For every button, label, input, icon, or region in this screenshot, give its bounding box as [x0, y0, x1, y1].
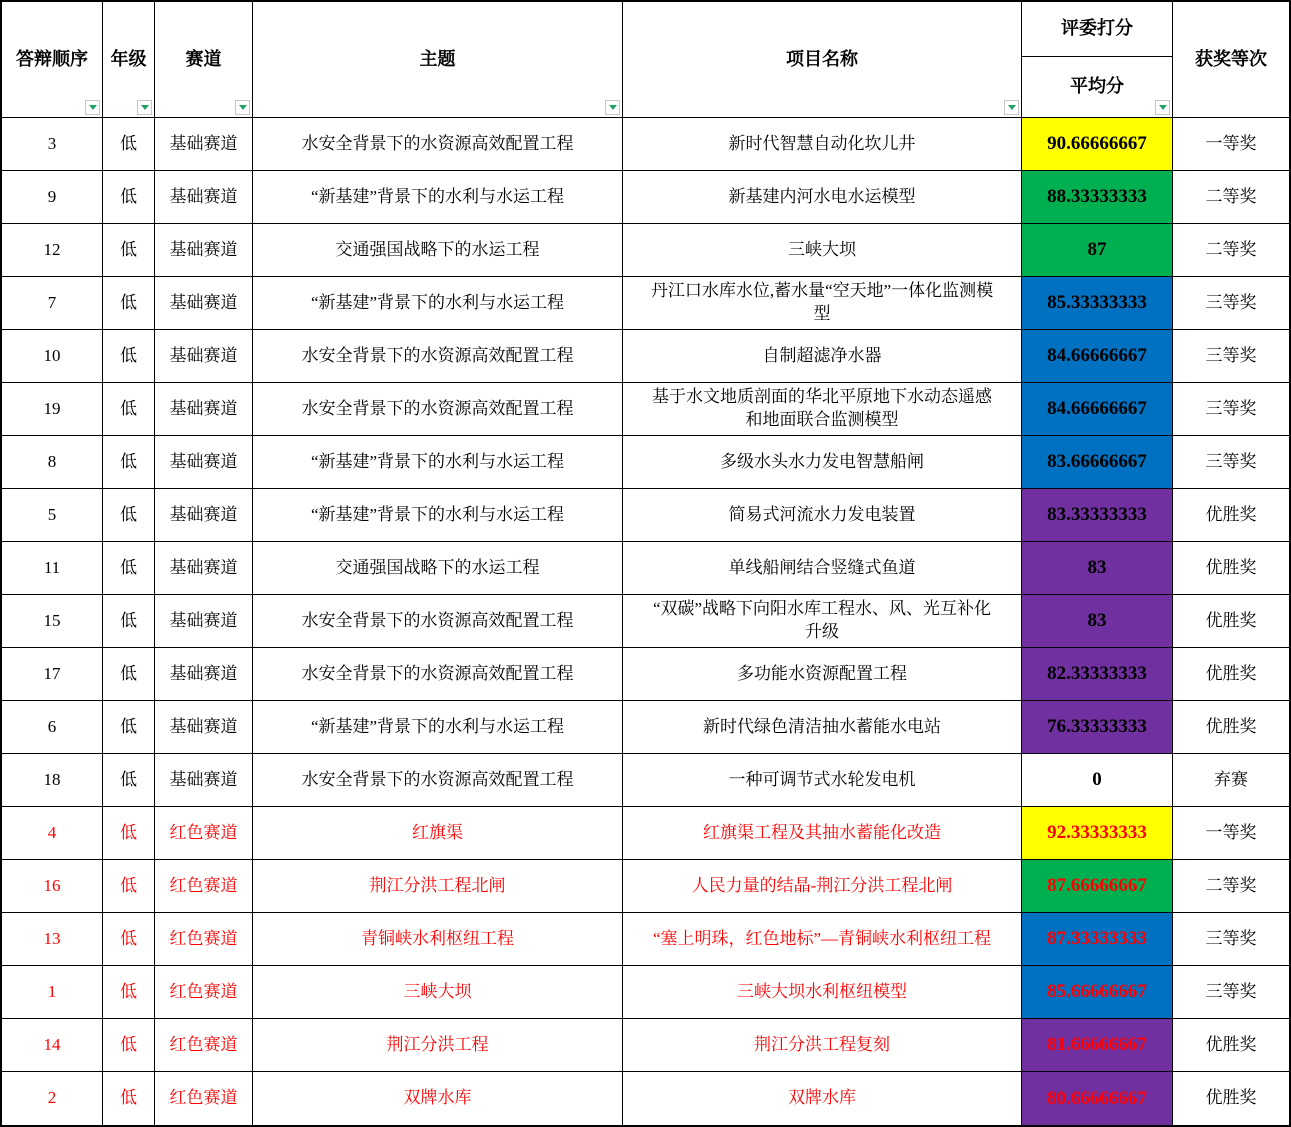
cell-project-name: 简易式河流水力发电装置	[623, 489, 1022, 542]
cell-grade: 低	[103, 1072, 155, 1125]
header-label-theme: 主题	[419, 48, 456, 69]
table-row	[2, 860, 1289, 913]
cell-theme: “新基建”背景下的水利与水运工程	[253, 171, 623, 224]
header-cell-grade	[103, 2, 155, 118]
cell-project-name: 单线船闸结合竖缝式鱼道	[623, 542, 1022, 595]
header-cell-project	[623, 2, 1022, 118]
cell-average-score: 87.33333333	[1022, 913, 1173, 966]
header-cell-order	[2, 2, 103, 118]
cell-project-name: 丹江口水库水位,蓄水量“空天地”一体化监测模型	[623, 277, 1022, 330]
cell-average-score: 84.66666667	[1022, 383, 1173, 436]
header-cell-award	[1173, 2, 1289, 118]
table-row	[2, 436, 1289, 489]
header-cell-score	[1022, 2, 1173, 118]
table-row	[2, 224, 1289, 277]
cell-track: 基础赛道	[155, 277, 253, 330]
cell-award-level: 优胜奖	[1205, 1088, 1257, 1108]
cell-grade: 低	[103, 383, 155, 436]
cell-defense-order: 6	[2, 701, 103, 754]
cell-project-name: 多功能水资源配置工程	[623, 648, 1022, 701]
cell-theme: 水安全背景下的水资源高效配置工程	[253, 595, 623, 648]
header-label-grade: 年级	[110, 48, 147, 69]
table-row	[2, 966, 1289, 1019]
cell-grade: 低	[103, 224, 155, 277]
cell-theme: 水安全背景下的水资源高效配置工程	[253, 754, 623, 807]
cell-track: 基础赛道	[155, 383, 253, 436]
cell-average-score: 0	[1022, 754, 1173, 807]
cell-track: 基础赛道	[155, 171, 253, 224]
table-row	[2, 595, 1289, 648]
cell-theme: 交通强国战略下的水运工程	[253, 224, 623, 277]
cell-theme: 水安全背景下的水资源高效配置工程	[253, 118, 623, 171]
header-cell-track	[155, 2, 253, 118]
header-label-track: 赛道	[185, 48, 222, 69]
cell-project-name: 基于水文地质剖面的华北平原地下水动态遥感和地面联合监测模型	[623, 383, 1022, 436]
cell-grade: 低	[103, 754, 155, 807]
cell-grade: 低	[103, 701, 155, 754]
cell-track: 基础赛道	[155, 436, 253, 489]
cell-defense-order: 16	[2, 860, 103, 913]
cell-award-level: 三等奖	[1173, 383, 1289, 436]
table-row	[2, 171, 1289, 224]
cell-average-score: 84.66666667	[1022, 330, 1173, 383]
cell-track: 基础赛道	[155, 648, 253, 701]
cell-defense-order: 9	[2, 171, 103, 224]
cell-project-name: “塞上明珠，红色地标”—青铜峡水利枢纽工程	[623, 913, 1022, 966]
cell-average-score: 83	[1022, 595, 1173, 648]
filter-dropdown-icon[interactable]	[85, 100, 100, 115]
cell-award-level: 三等奖	[1173, 436, 1289, 489]
cell-theme: 水安全背景下的水资源高效配置工程	[253, 648, 623, 701]
cell-award-level: 优胜奖	[1173, 701, 1289, 754]
cell-award-level: 二等奖	[1173, 860, 1289, 913]
cell-defense-order: 4	[2, 807, 103, 860]
cell-average-score: 85.33333333	[1022, 277, 1173, 330]
header-average-score	[1022, 57, 1172, 117]
cell-project-name: 三峡大坝	[623, 224, 1022, 277]
cell-average-score: 83	[1022, 542, 1173, 595]
cell-track: 红色赛道	[155, 913, 253, 966]
table-row	[2, 754, 1289, 807]
cell-grade: 低	[103, 542, 155, 595]
cell-project-name: “双碳”战略下向阳水库工程水、风、光互补化升级	[623, 595, 1022, 648]
cell-grade: 低	[103, 436, 155, 489]
cell-defense-order: 13	[2, 913, 103, 966]
cell-grade: 低	[103, 171, 155, 224]
table-row	[2, 383, 1289, 436]
cell-theme: 青铜峡水利枢纽工程	[253, 913, 623, 966]
table-row	[2, 542, 1289, 595]
cell-defense-order: 17	[2, 648, 103, 701]
table-row	[2, 1019, 1289, 1072]
cell-grade: 低	[103, 860, 155, 913]
cell-project-name: 一种可调节式水轮发电机	[623, 754, 1022, 807]
table-row	[2, 277, 1289, 330]
cell-track: 红色赛道	[155, 1019, 253, 1072]
cell-award-level: 一等奖	[1173, 807, 1289, 860]
table-row	[2, 1072, 1289, 1125]
filter-dropdown-icon[interactable]	[235, 100, 250, 115]
table-row	[2, 807, 1289, 860]
cell-average-score: 92.33333333	[1022, 807, 1173, 860]
cell-award-level: 二等奖	[1173, 224, 1289, 277]
cell-award-level: 优胜奖	[1173, 542, 1289, 595]
table-row	[2, 913, 1289, 966]
cell-theme: 荆江分洪工程	[253, 1019, 623, 1072]
cell-theme: “新基建”背景下的水利与水运工程	[253, 701, 623, 754]
header-label-average-score: 平均分	[1070, 76, 1124, 97]
cell-award-level: 二等奖	[1173, 171, 1289, 224]
cell-track: 基础赛道	[155, 489, 253, 542]
cell-defense-order: 12	[2, 224, 103, 277]
header-label-judge-score: 评委打分	[1061, 18, 1133, 39]
header-judge-score	[1022, 2, 1172, 57]
cell-track: 基础赛道	[155, 701, 253, 754]
cell-average-score: 87	[1022, 224, 1173, 277]
cell-defense-order: 10	[2, 330, 103, 383]
cell-defense-order: 11	[2, 542, 103, 595]
cell-track: 基础赛道	[155, 595, 253, 648]
header-label-order: 答辩顺序	[16, 48, 88, 69]
cell-track: 红色赛道	[155, 807, 253, 860]
header-cell-theme	[253, 2, 623, 118]
cell-project-name: 人民力量的结晶-荆江分洪工程北闸	[623, 860, 1022, 913]
cell-project-name: 自制超滤净水器	[623, 330, 1022, 383]
cell-average-score: 85.66666667	[1022, 966, 1173, 1019]
cell-award-level: 一等奖	[1173, 118, 1289, 171]
cell-average-score: 81.66666667	[1022, 1019, 1173, 1072]
cell-defense-order: 19	[2, 383, 103, 436]
cell-track: 基础赛道	[155, 224, 253, 277]
cell-project-name: 双牌水库	[623, 1072, 1022, 1125]
cell-defense-order: 15	[2, 595, 103, 648]
cell-average-score: 83.33333333	[1022, 489, 1173, 542]
cell-average-score: 82.33333333	[1022, 648, 1173, 701]
table-body	[2, 118, 1289, 1125]
cell-grade: 低	[103, 118, 155, 171]
cell-theme: “新基建”背景下的水利与水运工程	[253, 277, 623, 330]
cell-project-name: 多级水头水力发电智慧船闸	[623, 436, 1022, 489]
cell-project-name: 红旗渠工程及其抽水蓄能化改造	[623, 807, 1022, 860]
cell-grade: 低	[103, 277, 155, 330]
table-row	[2, 489, 1289, 542]
cell-defense-order: 14	[2, 1019, 103, 1072]
table-row	[2, 118, 1289, 171]
cell-average-score: 83.66666667	[1022, 436, 1173, 489]
cell-track: 红色赛道	[155, 860, 253, 913]
cell-track: 基础赛道	[155, 330, 253, 383]
cell-award-level: 三等奖	[1173, 330, 1289, 383]
cell-track: 基础赛道	[155, 118, 253, 171]
cell-award-level: 优胜奖	[1173, 489, 1289, 542]
header-label-award: 获奖等次	[1195, 48, 1267, 69]
cell-project-name: 新基建内河水电水运模型	[623, 171, 1022, 224]
cell-grade: 低	[103, 966, 155, 1019]
cell-theme: 水安全背景下的水资源高效配置工程	[253, 330, 623, 383]
cell-defense-order: 7	[2, 277, 103, 330]
cell-defense-order: 18	[2, 754, 103, 807]
cell-award-level: 三等奖	[1173, 966, 1289, 1019]
cell-grade: 低	[103, 489, 155, 542]
cell-award-level: 三等奖	[1173, 913, 1289, 966]
cell-average-score: 80.66666667	[1022, 1072, 1173, 1125]
cell-grade: 低	[103, 330, 155, 383]
cell-theme: 水安全背景下的水资源高效配置工程	[253, 383, 623, 436]
cell-defense-order: 8	[2, 436, 103, 489]
cell-track: 红色赛道	[155, 1072, 253, 1125]
cell-award-level: 弃赛	[1173, 754, 1289, 807]
cell-grade: 低	[103, 648, 155, 701]
cell-theme: 三峡大坝	[253, 966, 623, 1019]
header-label-project: 项目名称	[786, 48, 858, 69]
cell-grade: 低	[103, 807, 155, 860]
filter-dropdown-icon[interactable]	[605, 100, 620, 115]
cell-defense-order: 5	[2, 489, 103, 542]
cell-track: 红色赛道	[155, 966, 253, 1019]
cell-theme: 交通强国战略下的水运工程	[253, 542, 623, 595]
cell-theme: 荆江分洪工程北闸	[253, 860, 623, 913]
filter-dropdown-icon[interactable]	[1155, 100, 1170, 115]
cell-defense-order: 3	[2, 118, 103, 171]
cell-theme: 双牌水库	[253, 1072, 623, 1125]
cell-average-score: 87.66666667	[1022, 860, 1173, 913]
cell-average-score: 88.33333333	[1022, 171, 1173, 224]
table-row	[2, 330, 1289, 383]
cell-grade: 低	[103, 595, 155, 648]
filter-dropdown-icon[interactable]	[137, 100, 152, 115]
cell-award-level: 优胜奖	[1173, 595, 1289, 648]
cell-award-level: 三等奖	[1173, 277, 1289, 330]
table-header-row	[2, 2, 1289, 118]
cell-track: 基础赛道	[155, 542, 253, 595]
cell-award-level: 优胜奖	[1173, 1019, 1289, 1072]
cell-award-level: 优胜奖	[1173, 648, 1289, 701]
cell-defense-order: 2	[2, 1072, 103, 1125]
cell-grade: 低	[103, 1019, 155, 1072]
table-row	[2, 701, 1289, 754]
cell-grade: 低	[103, 913, 155, 966]
cell-theme: “新基建”背景下的水利与水运工程	[253, 489, 623, 542]
cell-average-score: 76.33333333	[1022, 701, 1173, 754]
cell-average-score: 90.66666667	[1022, 118, 1173, 171]
cell-theme: 红旗渠	[253, 807, 623, 860]
cell-project-name: 荆江分洪工程复刻	[623, 1019, 1022, 1072]
cell-project-name: 新时代绿色清洁抽水蓄能水电站	[623, 701, 1022, 754]
filter-dropdown-icon[interactable]	[1004, 100, 1019, 115]
cell-project-name: 三峡大坝水利枢纽模型	[623, 966, 1022, 1019]
cell-track: 基础赛道	[155, 754, 253, 807]
table-row	[2, 648, 1289, 701]
cell-theme: “新基建”背景下的水利与水运工程	[253, 436, 623, 489]
cell-project-name: 新时代智慧自动化坎儿井	[623, 118, 1022, 171]
cell-defense-order: 1	[2, 966, 103, 1019]
